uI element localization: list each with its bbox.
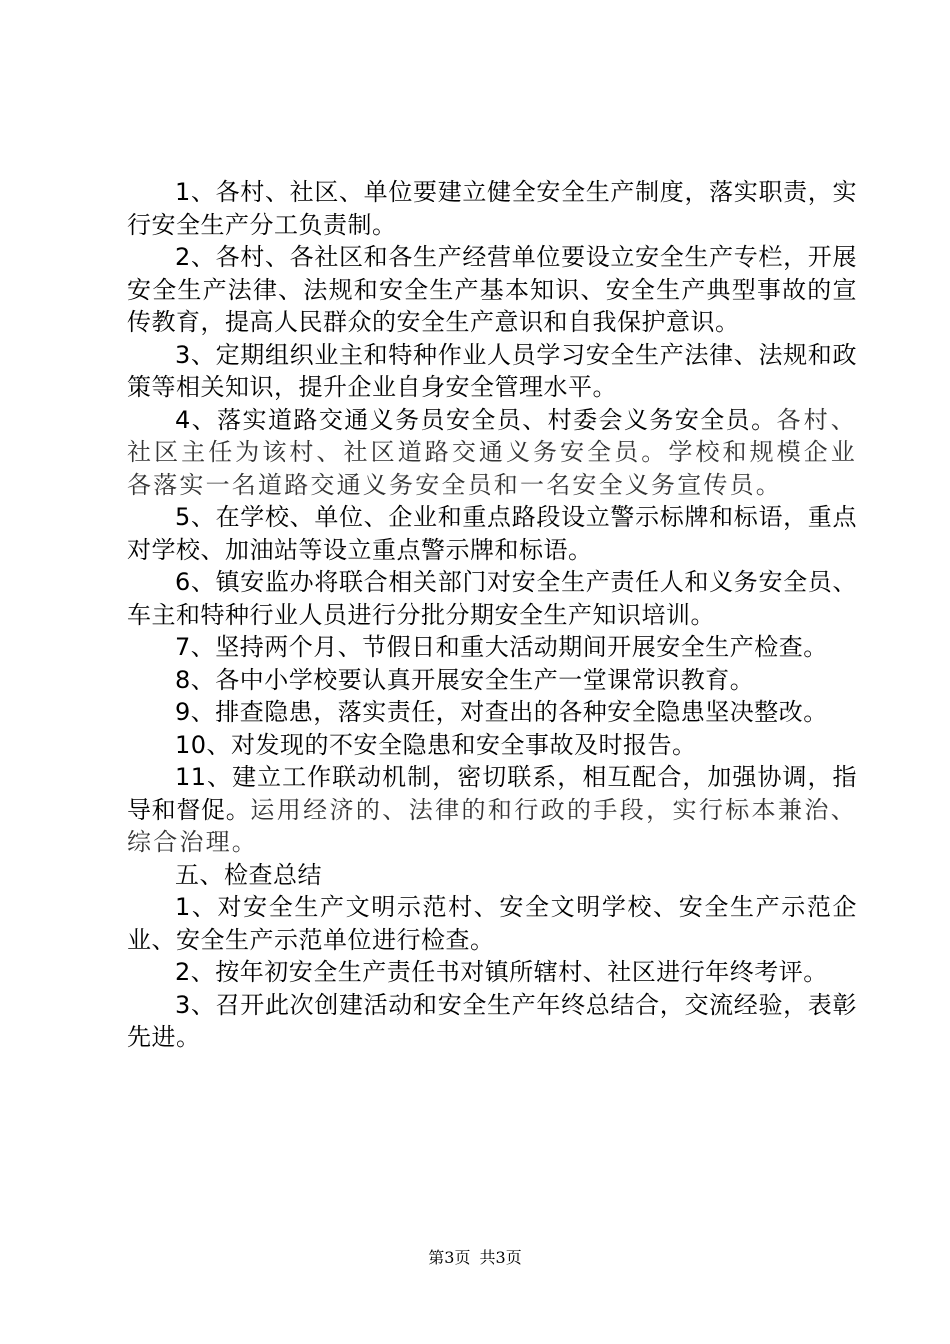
paragraph: [127, 631, 857, 664]
paragraph-text: 1、对安全生产文明示范村、安全文明学校、安全生产示范企业、安全生产示范单位进行检查。: [127, 893, 857, 954]
paragraph: [127, 989, 857, 1054]
paragraph-text: 5、在学校、单位、企业和重点路段设立警示标牌和标语，重点对学校、加油站等设立重点警示牌和标语。: [127, 503, 857, 564]
paragraph-text: 8、各中小学校要认真开展安全生产一堂课常识教育。: [175, 665, 755, 694]
paragraph: [127, 404, 857, 502]
total-pages: 共3页: [479, 1248, 522, 1267]
paragraph-text: 6、镇安监办将联合相关部门对安全生产责任人和义务安全员、车主和特种行业人员进行分批分期安全生产知识培训。: [127, 568, 857, 629]
paragraph-text: 2、按年初安全生产责任书对镇所辖村、社区进行年终考评。: [175, 958, 828, 986]
document-body: [127, 176, 857, 1054]
paragraph: [127, 241, 857, 339]
paragraph-text-extra: 各村、社区主任为该村、社区道路交通义务安全员。学校和规模企业各落实一名道路交通义务安全员和一名安全义务宣传员。: [127, 405, 857, 499]
current-page-number: 第3页: [428, 1248, 471, 1267]
paragraph: [127, 664, 857, 697]
page-footer: [0, 1245, 950, 1268]
paragraph: [127, 956, 857, 989]
paragraph-text: 9、排查隐患，落实责任，对查出的各种安全隐患坚决整改。: [175, 698, 828, 726]
paragraph-text: 4、落实道路交通义务员安全员、村委会义务安全员。: [175, 405, 777, 434]
paragraph: [127, 501, 857, 566]
paragraph: [127, 891, 857, 956]
paragraph-text: 1、各村、社区、单位要建立健全安全生产制度，落实职责，实行安全生产分工负责制。: [127, 178, 857, 239]
paragraph-text: 3、召开此次创建活动和安全生产年终总结合，交流经验，表彰先进。: [127, 990, 857, 1051]
section-heading-text: 五、检查总结: [175, 860, 322, 889]
paragraph-text: 2、各村、各社区和各生产经营单位要设立安全生产专栏，开展安全生产法律、法规和安全生产基本知识、安全生产典型事故的宣传教育，提高人民群众的安全生产意识和自我保护意识。: [127, 243, 857, 336]
paragraph: [127, 696, 857, 729]
section-heading: [127, 859, 857, 892]
paragraph: [127, 729, 857, 762]
paragraph: [127, 339, 857, 404]
paragraph-text: 3、定期组织业主和特种作业人员学习安全生产法律、法规和政策等相关知识，提升企业自身安全管理水平。: [127, 340, 857, 401]
paragraph: [127, 176, 857, 241]
paragraph-text: 11、建立工作联动机制，密切联系，相互配合，加强协调，指导和督促。: [127, 763, 857, 824]
paragraph: [127, 566, 857, 631]
paragraph-text: 7、坚持两个月、节假日和重大活动期间开展安全生产检查。: [175, 633, 828, 661]
paragraph: [127, 761, 857, 859]
paragraph-text: 10、对发现的不安全隐患和安全事故及时报告。: [175, 730, 697, 759]
paragraph-text-extra: 运用经济的、法律的和行政的手段，实行标本兼治、综合治理。: [127, 795, 857, 856]
